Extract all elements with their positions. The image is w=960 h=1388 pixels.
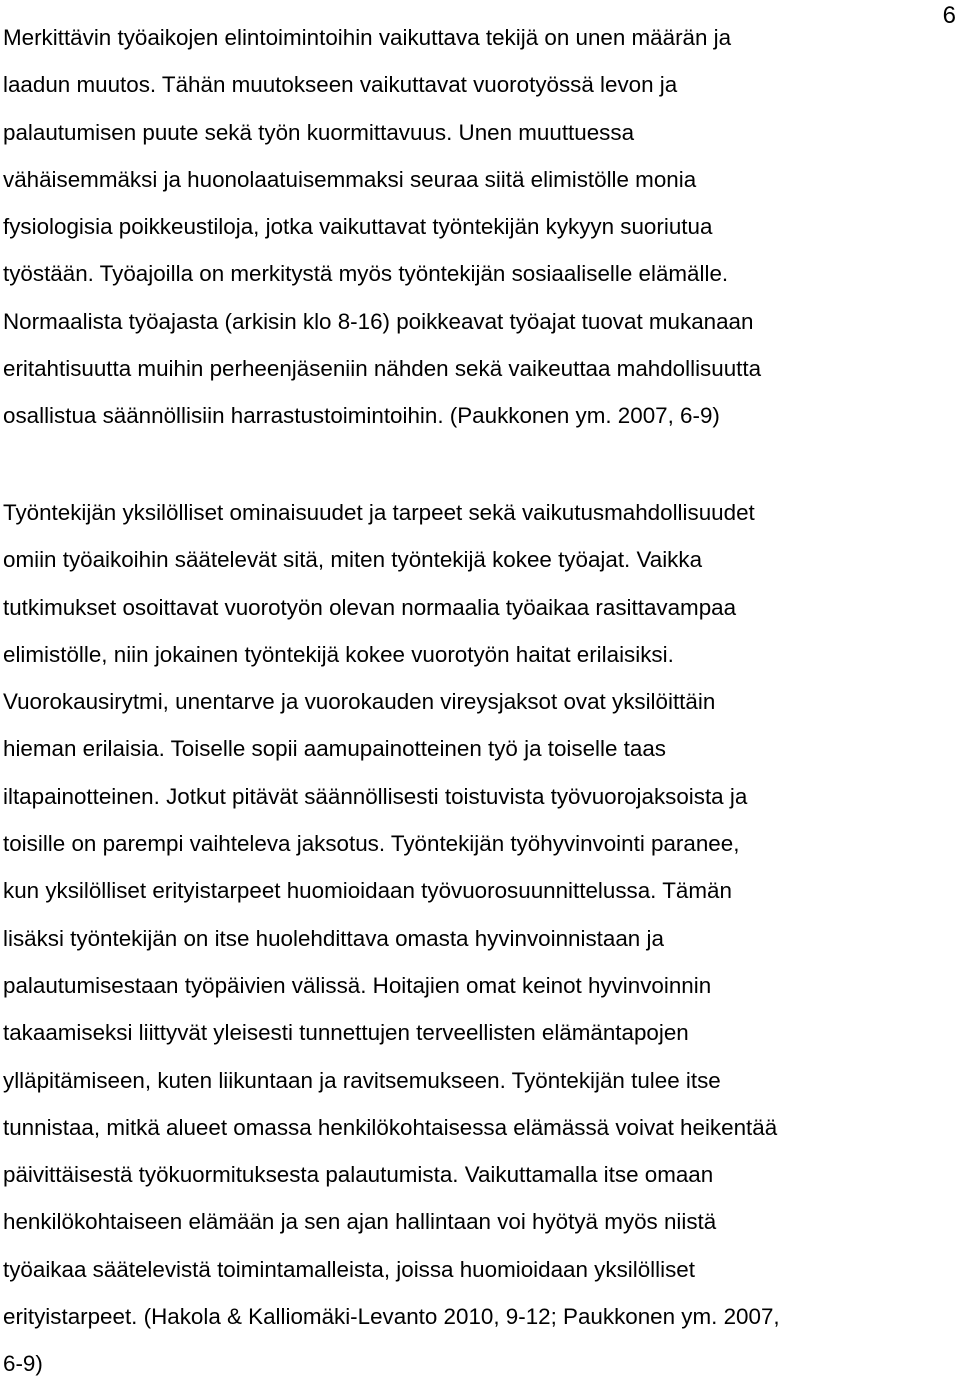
text-line: osallistua säännöllisiin harrastustoimintoihin. (Paukkonen ym. 2007, 6-9) (3, 403, 720, 429)
paragraph-2 (3, 489, 958, 1388)
text-line: ylläpitämiseen, kuten liikuntaan ja ravitsemukseen. Työntekijän tulee itse (3, 1067, 721, 1093)
text-line: fysiologisia poikkeustiloja, jotka vaikuttavat työntekijän kykyyn suoriutua (3, 214, 713, 240)
text-line: kun yksilölliset erityistarpeet huomioidaan työvuorosuunnittelussa. Tämän (3, 878, 732, 904)
text-line: palautumisen puute sekä työn kuormittavuus. Unen muuttuessa (3, 119, 635, 145)
text-line: Merkittävin työaikojen elintoimintoihin vaikuttava tekijä on unen määrän ja (3, 25, 732, 50)
text-line: hieman erilaisia. Toiselle sopii aamupainotteinen työ ja toiselle taas (3, 736, 666, 762)
page-number: 6 (942, 2, 956, 29)
text-line: palautumisestaan työpäivien välissä. Hoitajien omat keinot hyvinvoinnin (3, 972, 712, 998)
text-line: laadun muutos. Tähän muutokseen vaikuttavat vuorotyössä levon ja (3, 72, 678, 98)
text-line: erityistarpeet. (Hakola & Kalliomäki-Levanto 2010, 9-12; Paukkonen ym. 2007, (3, 1304, 780, 1330)
text-line: työaikaa säätelevistä toimintamalleista, joissa huomioidaan yksilölliset (3, 1256, 695, 1282)
text-line: lisäksi työntekijän on itse huolehdittava omasta hyvinvoinnistaan ja (3, 925, 664, 951)
text-line: toisille on parempi vaihteleva jaksotus. Työntekijän työhyvinvointi paranee, (3, 831, 740, 857)
paragraph-1 (3, 14, 958, 440)
text-line: henkilökohtaiseen elämään ja sen ajan hallintaan voi hyötyä myös niistä (3, 1209, 717, 1235)
text-line: Vuorokausirytmi, unentarve ja vuorokauden vireysjaksot ovat yksilöittäin (3, 689, 716, 715)
text-line: takaamiseksi liittyvät yleisesti tunnettujen terveellisten elämäntapojen (3, 1020, 689, 1046)
text-line: 6-9) (3, 1351, 43, 1377)
text-line: elimistölle, niin jokainen työntekijä kokee vuorotyön haitat erilaisiksi. (3, 641, 674, 667)
text-line: eritahtisuutta muihin perheenjäseniin nähden sekä vaikeuttaa mahdollisuutta (3, 356, 762, 382)
text-line: Normaalista työajasta (arkisin klo 8-16) poikkeavat työajat tuovat mukanaan (3, 308, 754, 334)
text-line: tunnistaa, mitkä alueet omassa henkilökohtaisessa elämässä voivat heikentää (3, 1114, 778, 1140)
text-line: omiin työaikoihin säätelevät sitä, miten työntekijä kokee työajat. Vaikka (3, 547, 703, 573)
text-line: työstään. Työajoilla on merkitystä myös työntekijän sosiaaliselle elämälle. (3, 261, 729, 287)
text-line: iltapainotteinen. Jotkut pitävät säännöllisesti toistuvista työvuorojaksoista ja (3, 783, 748, 809)
text-line: päivittäisestä työkuormituksesta palautumista. Vaikuttamalla itse omaan (3, 1162, 714, 1188)
text-line: vähäisemmäksi ja huonolaatuisemmaksi seuraa siitä elimistölle monia (3, 166, 697, 192)
text-line: Työntekijän yksilölliset ominaisuudet ja tarpeet sekä vaikutusmahdollisuudet (3, 500, 755, 525)
text-line: tutkimukset osoittavat vuorotyön olevan normaalia työaikaa rasittavampaa (3, 594, 737, 620)
